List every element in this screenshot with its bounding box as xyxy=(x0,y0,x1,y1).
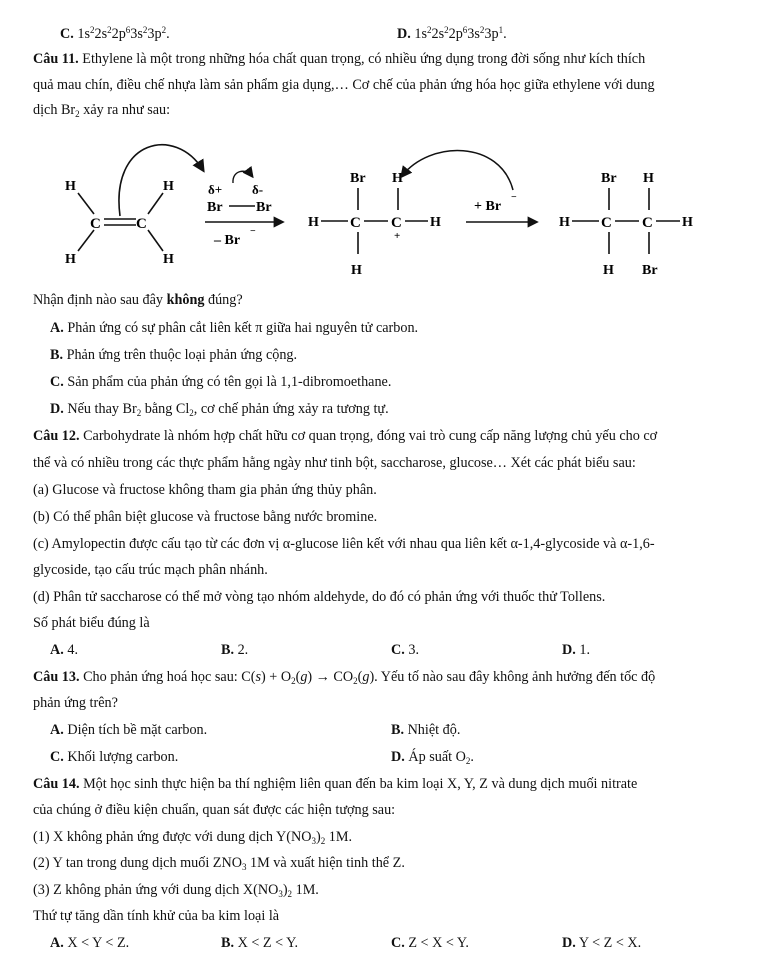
q11-option-a[interactable]: A. Phản ứng có sự phân cắt liên kết π giữa hai nguyên tử carbon. xyxy=(50,320,419,336)
q14-statement-2: (2) Y tan trong dung dịch muối $ZNO_3$ 1M và xuất hiện tinh thể Z. xyxy=(33,855,405,872)
svg-text:δ-: δ- xyxy=(252,182,264,197)
svg-text:H: H xyxy=(163,252,174,267)
q10-option-c[interactable] xyxy=(60,25,170,44)
q11-text-line1: Câu 11. Ethylene là một trong những hóa chất quan trọng, có nhiều ứng dụng trong đời sống như kích thích xyxy=(33,51,646,67)
svg-text:H: H xyxy=(65,179,76,194)
svg-text:H: H xyxy=(603,263,614,278)
q13-text-line2: phản ứng trên? xyxy=(33,695,118,711)
svg-text:C: C xyxy=(601,215,612,231)
svg-text:C: C xyxy=(136,216,147,232)
q13-option-d[interactable]: D. Áp suất $O_2$. xyxy=(391,749,474,766)
q12-text-line2: thể và có nhiều trong các thực phẩm hằng ngày như tinh bột, saccharose, glucose… Xét các phát biểu sau: xyxy=(33,455,636,471)
q12-option-a[interactable]: A. 4. xyxy=(50,642,78,658)
svg-text:δ+: δ+ xyxy=(208,182,223,197)
svg-text:H: H xyxy=(392,171,403,186)
svg-text:Br: Br xyxy=(601,171,617,186)
q14-ask: Thứ tự tăng dần tính khử của ba kim loại là xyxy=(33,908,280,924)
svg-text:H: H xyxy=(163,179,174,194)
option-label: D. xyxy=(397,26,411,42)
svg-text:H: H xyxy=(351,263,362,278)
q14-statement-3: (3) Z không phản ứng với dung dịch $X(NO_3)_2$ 1M. xyxy=(33,882,319,899)
q12-statement-d: (d) Phân tử saccharose có thể mở vòng tạo nhóm aldehyde, do đó có phản ứng với thuốc thử Tollens. xyxy=(33,589,606,605)
svg-text:Br: Br xyxy=(207,200,223,215)
q12-statement-b: (b) Có thể phân biệt glucose và fructose bằng nước bromine. xyxy=(33,509,378,525)
svg-text:H: H xyxy=(65,252,76,267)
q13-option-a[interactable]: A. Diện tích bề mặt carbon. xyxy=(50,722,208,738)
q11-text-line3: dịch $Br_2$ xảy ra như sau: xyxy=(33,102,171,119)
electron-config: $1s^22s^22p^63s^23p^1$. xyxy=(414,25,507,42)
q14-option-c[interactable]: C. Z < X < Y. xyxy=(391,935,469,951)
ethylene-molecule xyxy=(65,145,203,267)
q14-statement-1: (1) X không phản ứng được với dung dịch $Y(NO_3)_2$ 1M. xyxy=(33,829,353,846)
q12-option-b[interactable]: B. 2. xyxy=(221,642,249,658)
svg-text:−: − xyxy=(511,192,517,203)
option-label: C. xyxy=(60,26,74,42)
q14-option-d[interactable]: D. Y < Z < X. xyxy=(562,935,642,951)
q14-text-line2: của chúng ở điều kiện chuẩn, quan sát được các hiện tượng sau: xyxy=(33,802,396,818)
svg-text:Br: Br xyxy=(642,263,658,278)
reaction-mechanism-diagram xyxy=(30,130,730,290)
q13-option-c[interactable]: C. Khối lượng carbon. xyxy=(50,749,179,765)
q14-option-b[interactable]: B. X < Z < Y. xyxy=(221,935,299,951)
q10-option-d[interactable] xyxy=(397,25,507,44)
svg-text:H: H xyxy=(643,171,654,186)
svg-text:C: C xyxy=(90,216,101,232)
carbocation-intermediate xyxy=(308,151,513,278)
q13-text-line1: Câu 13. Cho phản ứng hoá học sau: $C(s) + O_2(g) \to CO_2(g)$. Yếu tố nào sau đây không ảnh hưởng đến tốc độ xyxy=(33,669,656,686)
svg-text:H: H xyxy=(430,215,441,230)
svg-text:+ Br: + Br xyxy=(474,199,502,214)
q11-option-d[interactable]: D. Nếu thay $Br_2$ bằng $Cl_2$, cơ chế phản ứng xảy ra tương tự. xyxy=(50,401,389,418)
svg-text:−: − xyxy=(250,226,256,237)
q11-stem: Nhận định nào sau đây không đúng? xyxy=(33,292,243,308)
q12-ask: Số phát biểu đúng là xyxy=(33,615,150,631)
question-number: Câu 11. xyxy=(33,51,79,67)
svg-text:+: + xyxy=(394,230,401,242)
q12-statement-a: (a) Glucose và fructose không tham gia phản ứng thủy phân. xyxy=(33,482,377,498)
dibromoethane-product xyxy=(559,171,693,278)
svg-text:H: H xyxy=(682,215,693,230)
q11-text-line2: quả mau chín, điều chế nhựa làm sản phẩm gia dụng,… Cơ chế của phản ứng hóa học giữa ethylene với dung xyxy=(33,77,655,93)
bromide-addition-arrow xyxy=(466,192,536,222)
svg-text:C: C xyxy=(391,215,402,231)
q12-option-d[interactable]: D. 1. xyxy=(562,642,590,658)
svg-text:– Br: – Br xyxy=(214,233,241,248)
q12-statement-c-line2: glycoside, tạo cấu trúc mạch phân nhánh. xyxy=(33,562,268,578)
q14-option-a[interactable]: A. X < Y < Z. xyxy=(50,935,130,951)
q11-option-b[interactable]: B. Phản ứng trên thuộc loại phản ứng cộng. xyxy=(50,347,298,363)
svg-text:H: H xyxy=(308,215,319,230)
q12-statement-c-line1: (c) Amylopectin được cấu tạo từ các đơn vị α-glucose liên kết với nhau qua liên kết α-1,4-glycoside và α-1,6- xyxy=(33,536,655,552)
q12-text-line1: Câu 12. Carbohydrate là nhóm hợp chất hữu cơ quan trọng, đóng vai trò cung cấp năng lượng chủ yếu cho cơ xyxy=(33,428,658,444)
q14-text-line1: Câu 14. Một học sinh thực hiện ba thí nghiệm liên quan đến ba kim loại X, Y, Z và dung dịch muối nitrate xyxy=(33,776,638,792)
svg-text:C: C xyxy=(350,215,361,231)
svg-text:Br: Br xyxy=(350,171,366,186)
bromine-reagent xyxy=(205,171,282,248)
q11-option-c[interactable]: C. Sản phẩm của phản ứng có tên gọi là 1,1-dibromoethane. xyxy=(50,374,392,390)
electron-config: $1s^22s^22p^63s^23p^2$. xyxy=(77,25,170,42)
svg-text:C: C xyxy=(642,215,653,231)
q12-option-c[interactable]: C. 3. xyxy=(391,642,419,658)
svg-text:H: H xyxy=(559,215,570,230)
q13-option-b[interactable]: B. Nhiệt độ. xyxy=(391,722,461,738)
svg-text:Br: Br xyxy=(256,200,272,215)
